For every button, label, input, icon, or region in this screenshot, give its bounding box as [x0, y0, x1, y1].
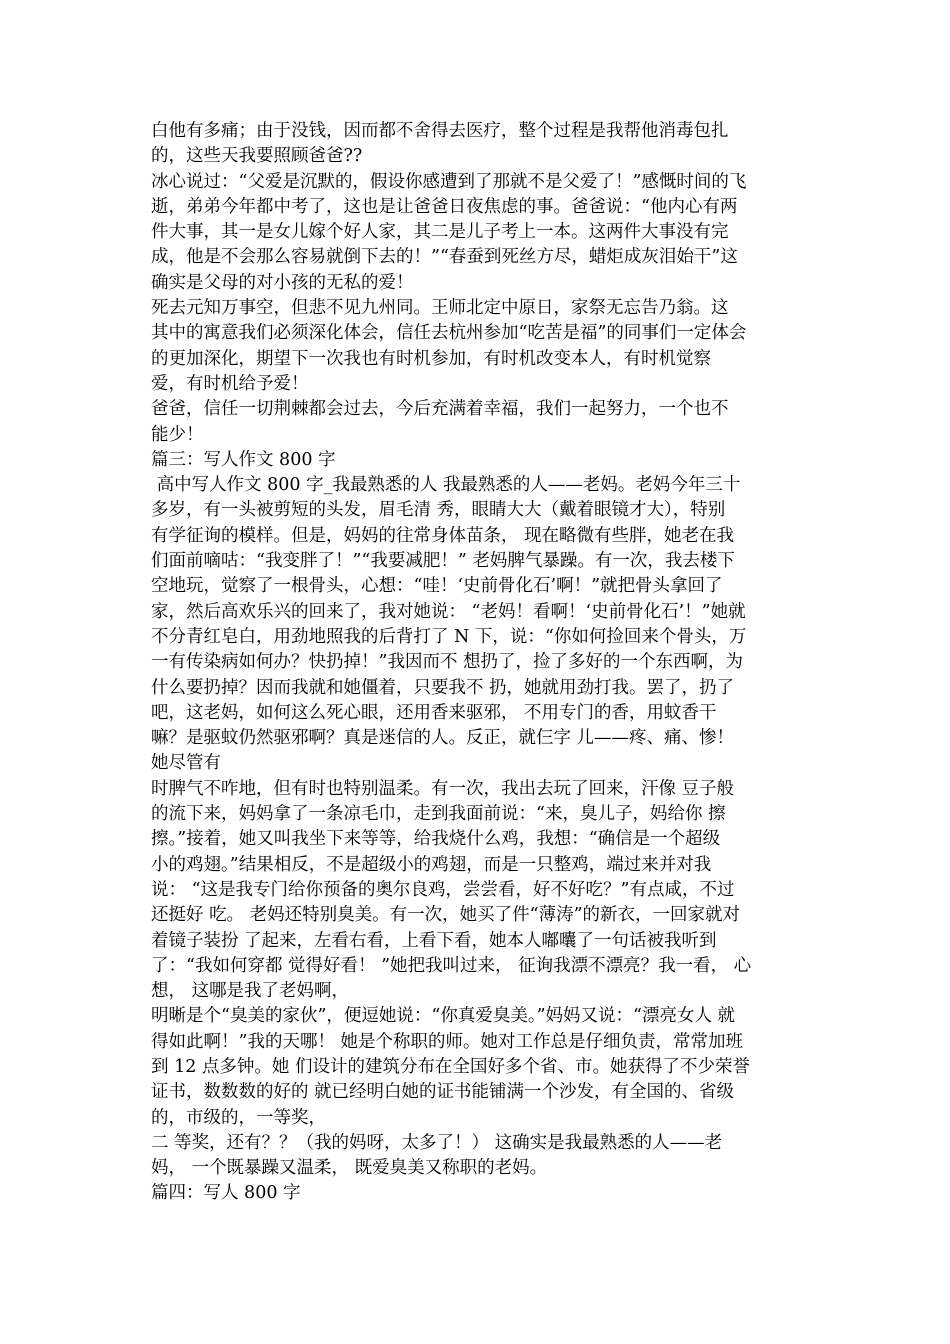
text-line: 的流下来，妈妈拿了一条凉毛巾，走到我面前说：“来，臭儿子，妈给你 擦 — [151, 804, 726, 825]
text-line: 们面前嘀咕：“我变胖了！”“我要减肥！” 老妈脾气暴躁。有一次，我去楼下 — [151, 551, 735, 572]
text-line: 了：“我如何穿都 觉得好看！ ”她把我叫过来， 征询我漂不漂亮？我一看， 心 — [151, 955, 752, 976]
text-line: 有学征询的模样。但是，妈妈的往常身体苗条， 现在略微有些胖，她老在我 — [151, 525, 735, 546]
text-line: 家，然后高欢乐兴的回来了，我对她说： “老妈！看啊！‘史前骨化石’！”她就 — [151, 601, 746, 622]
text-line: 妈， 一个既暴躁又温柔， 既爱臭美又称职的老妈。 — [151, 1158, 548, 1179]
text-line: 成，他是不会那么容易就倒下去的！”“春蚕到死丝方尽，蜡炬成灰泪始干”这 — [151, 247, 738, 268]
text-line: 能少！ — [151, 424, 204, 445]
text-line: 白他有多痛；由于没钱，因而都不舍得去医疗，整个过程是我帮他消毒包扎 — [151, 121, 729, 141]
text-line: 高中写人作文 800 字_我最熟悉的人 我最熟悉的人——老妈。老妈今年三十 — [151, 475, 741, 496]
text-line: 空地玩，觉察了一根骨头，心想：“哇！‘史前骨化石’啊！”就把骨头拿回了 — [151, 576, 723, 597]
text-line: 二 等奖，还有？？（我的妈呀，太多了！） 这确实是我最熟悉的人——老 — [151, 1132, 723, 1153]
text-line: 擦。”接着，她又叫我坐下来等等，给我烧什么鸡，我想：“确信是一个超级 — [151, 829, 721, 850]
text-line: 嘛？是驱蚊仍然驱邪啊？真是迷信的人。反正，就仨字 儿——疼、痛、惨！ — [151, 728, 735, 749]
text-line: 件大事，其一是女儿嫁个好人家，其二是儿子考上一本。这两件大事没有完 — [151, 222, 729, 243]
text-line: 时脾气不咋地，但有时也特别温柔。有一次，我出去玩了回来，汗像 豆子般 — [151, 778, 735, 799]
text-line: 多岁，有一头被剪短的头发，眉毛清 秀，眼睛大大（戴着眼镜才大），特别 — [151, 500, 726, 521]
text-line: 得如此啊！”我的天哪！ 她是个称职的师。她对工作总是仔细负责，常常加班 — [151, 1031, 744, 1052]
text-line: 着镜子装扮 了起来，左看右看，上看下看，她本人嘟囔了一句话被我听到 — [151, 930, 717, 951]
text-line: 一有传染病如何办？快扔掉！”我因而不 想扔了，捡了多好的一个东西啊，为 — [151, 652, 744, 673]
text-line: 篇三：写人作文 800 字 — [151, 449, 336, 470]
text-line: 小的鸡翅。”结果相反，不是超级小的鸡翅，而是一只整鸡，端过来并对我 — [151, 854, 712, 875]
text-line: 确实是父母的对小孩的无私的爱！ — [151, 272, 414, 293]
text-line: 不分青红皂白，用劲地照我的后背打了 N 下，说：“你如何捡回来个骨头，万 — [151, 626, 747, 647]
text-line: 篇四：写人 800 字 — [151, 1183, 301, 1204]
text-line: 什么要扔掉？因而我就和她僵着，只要我不 扔，她就用劲打我。罢了，扔了 — [151, 677, 735, 698]
text-line: 想， 这哪是我了老妈啊， — [151, 981, 350, 1002]
text-line: 明晰是个“臭美的家伙”，便逗她说：“你真爱臭美。”妈妈又说：“漂亮女人 就 — [151, 1006, 736, 1027]
text-line: 的，这些天我要照顾爸爸?? — [151, 146, 363, 167]
text-line: 爱，有时机给予爱！ — [151, 373, 309, 394]
text-line: 到 12 点多钟。她 们设计的建筑分布在全国好多个省、市。她获得了不少荣誉 — [151, 1056, 750, 1077]
text-line: 冰心说过：“父爱是沉默的，假设你感遭到了那就不是父爱了！”感慨时间的飞 — [151, 171, 747, 192]
text-line: 的，市级的，一等奖， — [151, 1107, 326, 1128]
text-line: 还挺好 吃。 老妈还特别臭美。有一次，她买了件“薄涛”的新衣，一回家就对 — [151, 905, 741, 926]
text-line: 逝，弟弟今年都中考了，这也是让爸爸日夜焦虑的事。爸爸说：“他内心有两 — [151, 196, 738, 217]
text-line: 其中的寓意我们必须深化体会，信任去杭州参加“吃苦是福”的同事们一定体会 — [151, 323, 747, 344]
text-line: 吧，这老妈，如何这么死心眼，还用香来驱邪， 不用专门的香，用蚊香干 — [151, 702, 717, 723]
text-line: 说： “这是我专门给你预备的奥尔良鸡，尝尝看，好不好吃？”有点咸，不过 — [151, 879, 735, 900]
text-line: 她尽管有 — [151, 753, 221, 774]
text-line: 证书，数数数的好的 就已经明白她的证书能铺满一个沙发，有全国的、省级 — [151, 1082, 735, 1103]
text-line: 爸爸，信任一切荆棘都会过去，今后充满着幸福，我们一起努力，一个也不 — [151, 399, 729, 420]
text-line: 死去元知万事空，但悲不见九州同。王师北定中原日，家祭无忘告乃翁。这 — [151, 298, 729, 319]
text-line: 的更加深化，期望下一次我也有时机参加，有时机改变本人，有时机觉察 — [151, 348, 711, 369]
document-body — [151, 119, 811, 1207]
